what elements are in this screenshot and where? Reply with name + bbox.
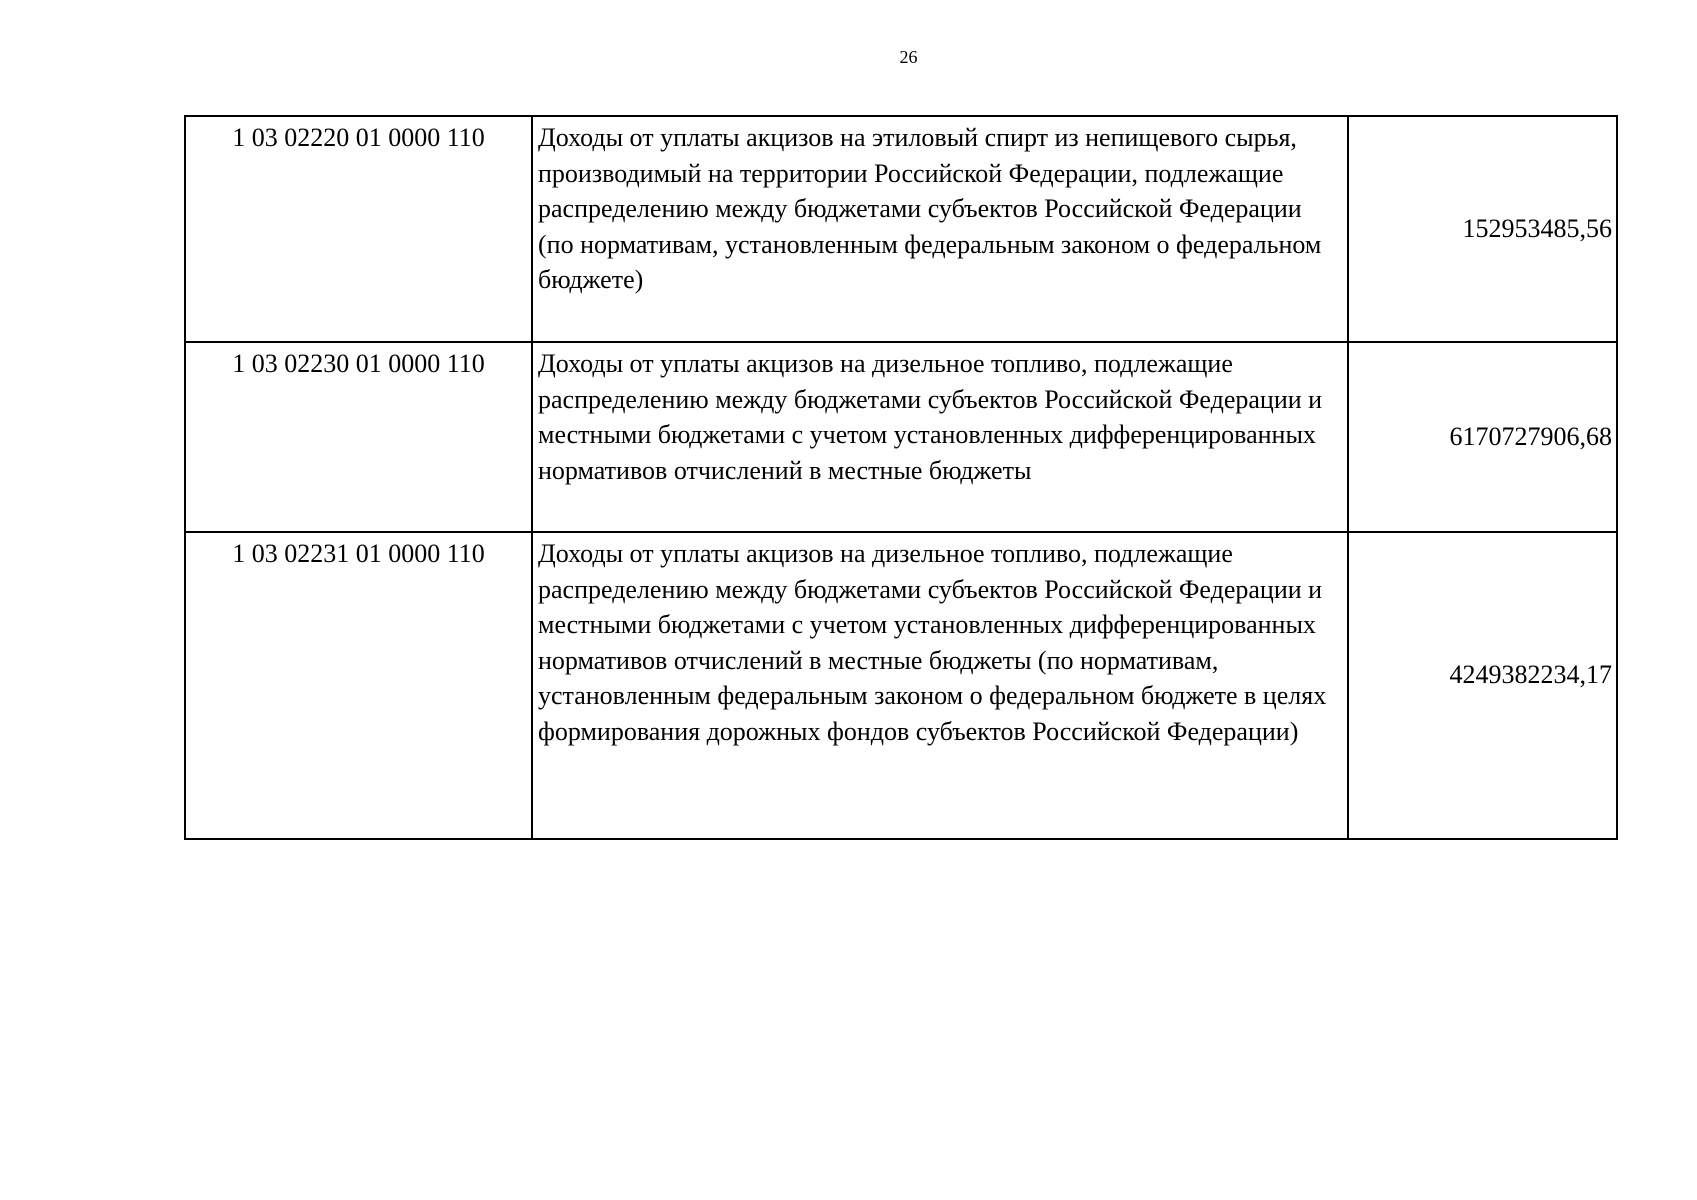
revenue-amount: 6170727906,68 bbox=[1348, 342, 1617, 532]
table-row bbox=[185, 116, 1617, 342]
budget-classification-code: 1 03 02230 01 0000 110 bbox=[185, 342, 532, 532]
revenue-description: Доходы от уплаты акцизов на дизельное топливо, подлежащие распределению между бюджетами субъектов Российской Федерации и местными бюджетами с учетом установленных дифференцированных нормативов отчислений в местные бюджеты (по нормативам, установленным федеральным законом о федеральном бюджете в целях формирования дорожных фондов субъектов Российской Федерации) bbox=[532, 532, 1348, 839]
revenue-description: Доходы от уплаты акцизов на этиловый спирт из непищевого сырья, производимый на территории Российской Федерации, подлежащие распределению между бюджетами субъектов Российской Федерации (по нормативам, установленным федеральным законом о федеральном бюджете) bbox=[532, 116, 1348, 342]
page-number: 26 bbox=[899, 47, 918, 67]
revenue-description: Доходы от уплаты акцизов на дизельное топливо, подлежащие распределению между бюджетами субъектов Российской Федерации и местными бюджетами с учетом установленных дифференцированных нормативов отчислений в местные бюджеты bbox=[532, 342, 1348, 532]
revenue-table bbox=[184, 115, 1618, 840]
table-row bbox=[185, 532, 1617, 839]
budget-classification-code: 1 03 02220 01 0000 110 bbox=[185, 116, 532, 342]
budget-classification-code: 1 03 02231 01 0000 110 bbox=[185, 532, 532, 839]
revenue-amount: 152953485,56 bbox=[1348, 116, 1617, 342]
revenue-amount: 4249382234,17 bbox=[1348, 532, 1617, 839]
table-row bbox=[185, 342, 1617, 532]
